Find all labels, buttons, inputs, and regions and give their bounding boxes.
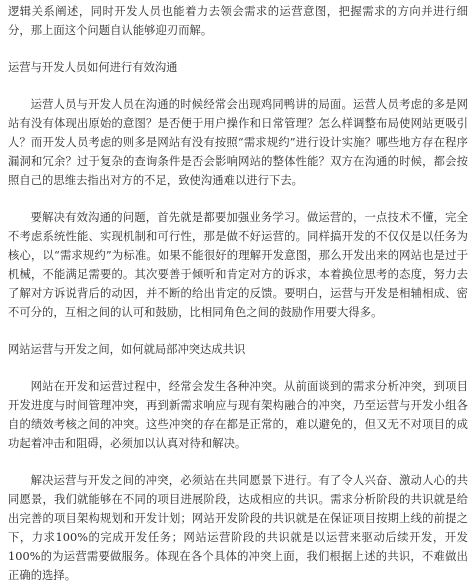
section-heading-conflict: 网站运营与开发之间，如何就局部冲突达成共识 <box>8 343 246 356</box>
paragraph-communication-solution: 要解决有效沟通的问题，首先就是都要加强业务学习。做运营的，一点技术不懂，完全不考虑系统性能、实现机制和可行性，那是做不好运营的。同样搞开发的不仅仅是以任务为核心，以“需求规约”为标准。如果不能很好的理解开发意图，那么开发出来的网站也是过于机械，不能满足需要的。其次要善于倾听和肯定对方的诉求，本着换位思考的态度，努力去了解对方诉说背后的动因，并不断的给出肯定的反馈。要明白，运营与开发是相辅相成、密不可分的，互相之间的认可和鼓励，比相同角色之间的鼓励作用要大得多。 <box>8 211 468 319</box>
paragraph-conflict-problem: 网站在开发和运营过程中，经常会发生各种冲突。从前面谈到的需求分析冲突，到项目开发进度与时间管理冲突，再到新需求响应与现有架构融合的冲突，乃至运营与开发小组各自的绩效考核之间的冲突。这些冲突的存在都是正常的，难以避免的，但又无不对项目的成功起着冲击和阻碍，必须加以认真对待和解决。 <box>8 380 468 450</box>
spacer <box>8 40 468 58</box>
spacer <box>8 322 468 340</box>
intro-paragraph: 逻辑关系阐述，同时开发人员也能着力去领会需求的运营意图，把握需求的方向并进行细分，那上面这个问题自认能够迎刃而解。 <box>8 5 468 37</box>
spacer <box>8 77 468 95</box>
spacer <box>8 359 468 377</box>
article-body <box>8 2 468 585</box>
paragraph-communication-problem: 运营人员与开发人员在沟通的时候经常会出现鸡同鸭讲的局面。运营人员考虑的多是网站有没有体现出原始的意图？是否便于用户操作和日常管理？怎么样调整布局使网站更吸引人？而开发人员考虑的则多是网站有没有按照“需求规约”进行设计实施？哪些地方存在程序漏洞和冗余？过于复杂的查询条件是否会影响网站的整体性能？双方在沟通的时候，都会按照自己的思维去指出对方的不足，致使沟通难以进行下去。 <box>8 98 468 187</box>
section-heading-communication: 运营与开发人员如何进行有效沟通 <box>8 61 178 74</box>
spacer <box>8 190 468 208</box>
paragraph-conflict-solution: 解决运营与开发之间的冲突，必须站在共同愿景下进行。有了令人兴奋、激动人心的共同愿景，我们就能够在不同的项目进展阶段，达成相应的共识。需求分析阶段的共识就是给出完善的项目架构规划和开发计划；网站开发阶段的共识就是在保证项目按期上线的前提之下，力求100%的完成开发任务；网站运营阶段的共识就是以运营来驱动后续开发，开发100%的为运营需要做服务。体现在各个具体的冲突上面，我们根据上述的共识，不难做出正确的选择。 <box>8 474 468 582</box>
spacer <box>8 453 468 471</box>
